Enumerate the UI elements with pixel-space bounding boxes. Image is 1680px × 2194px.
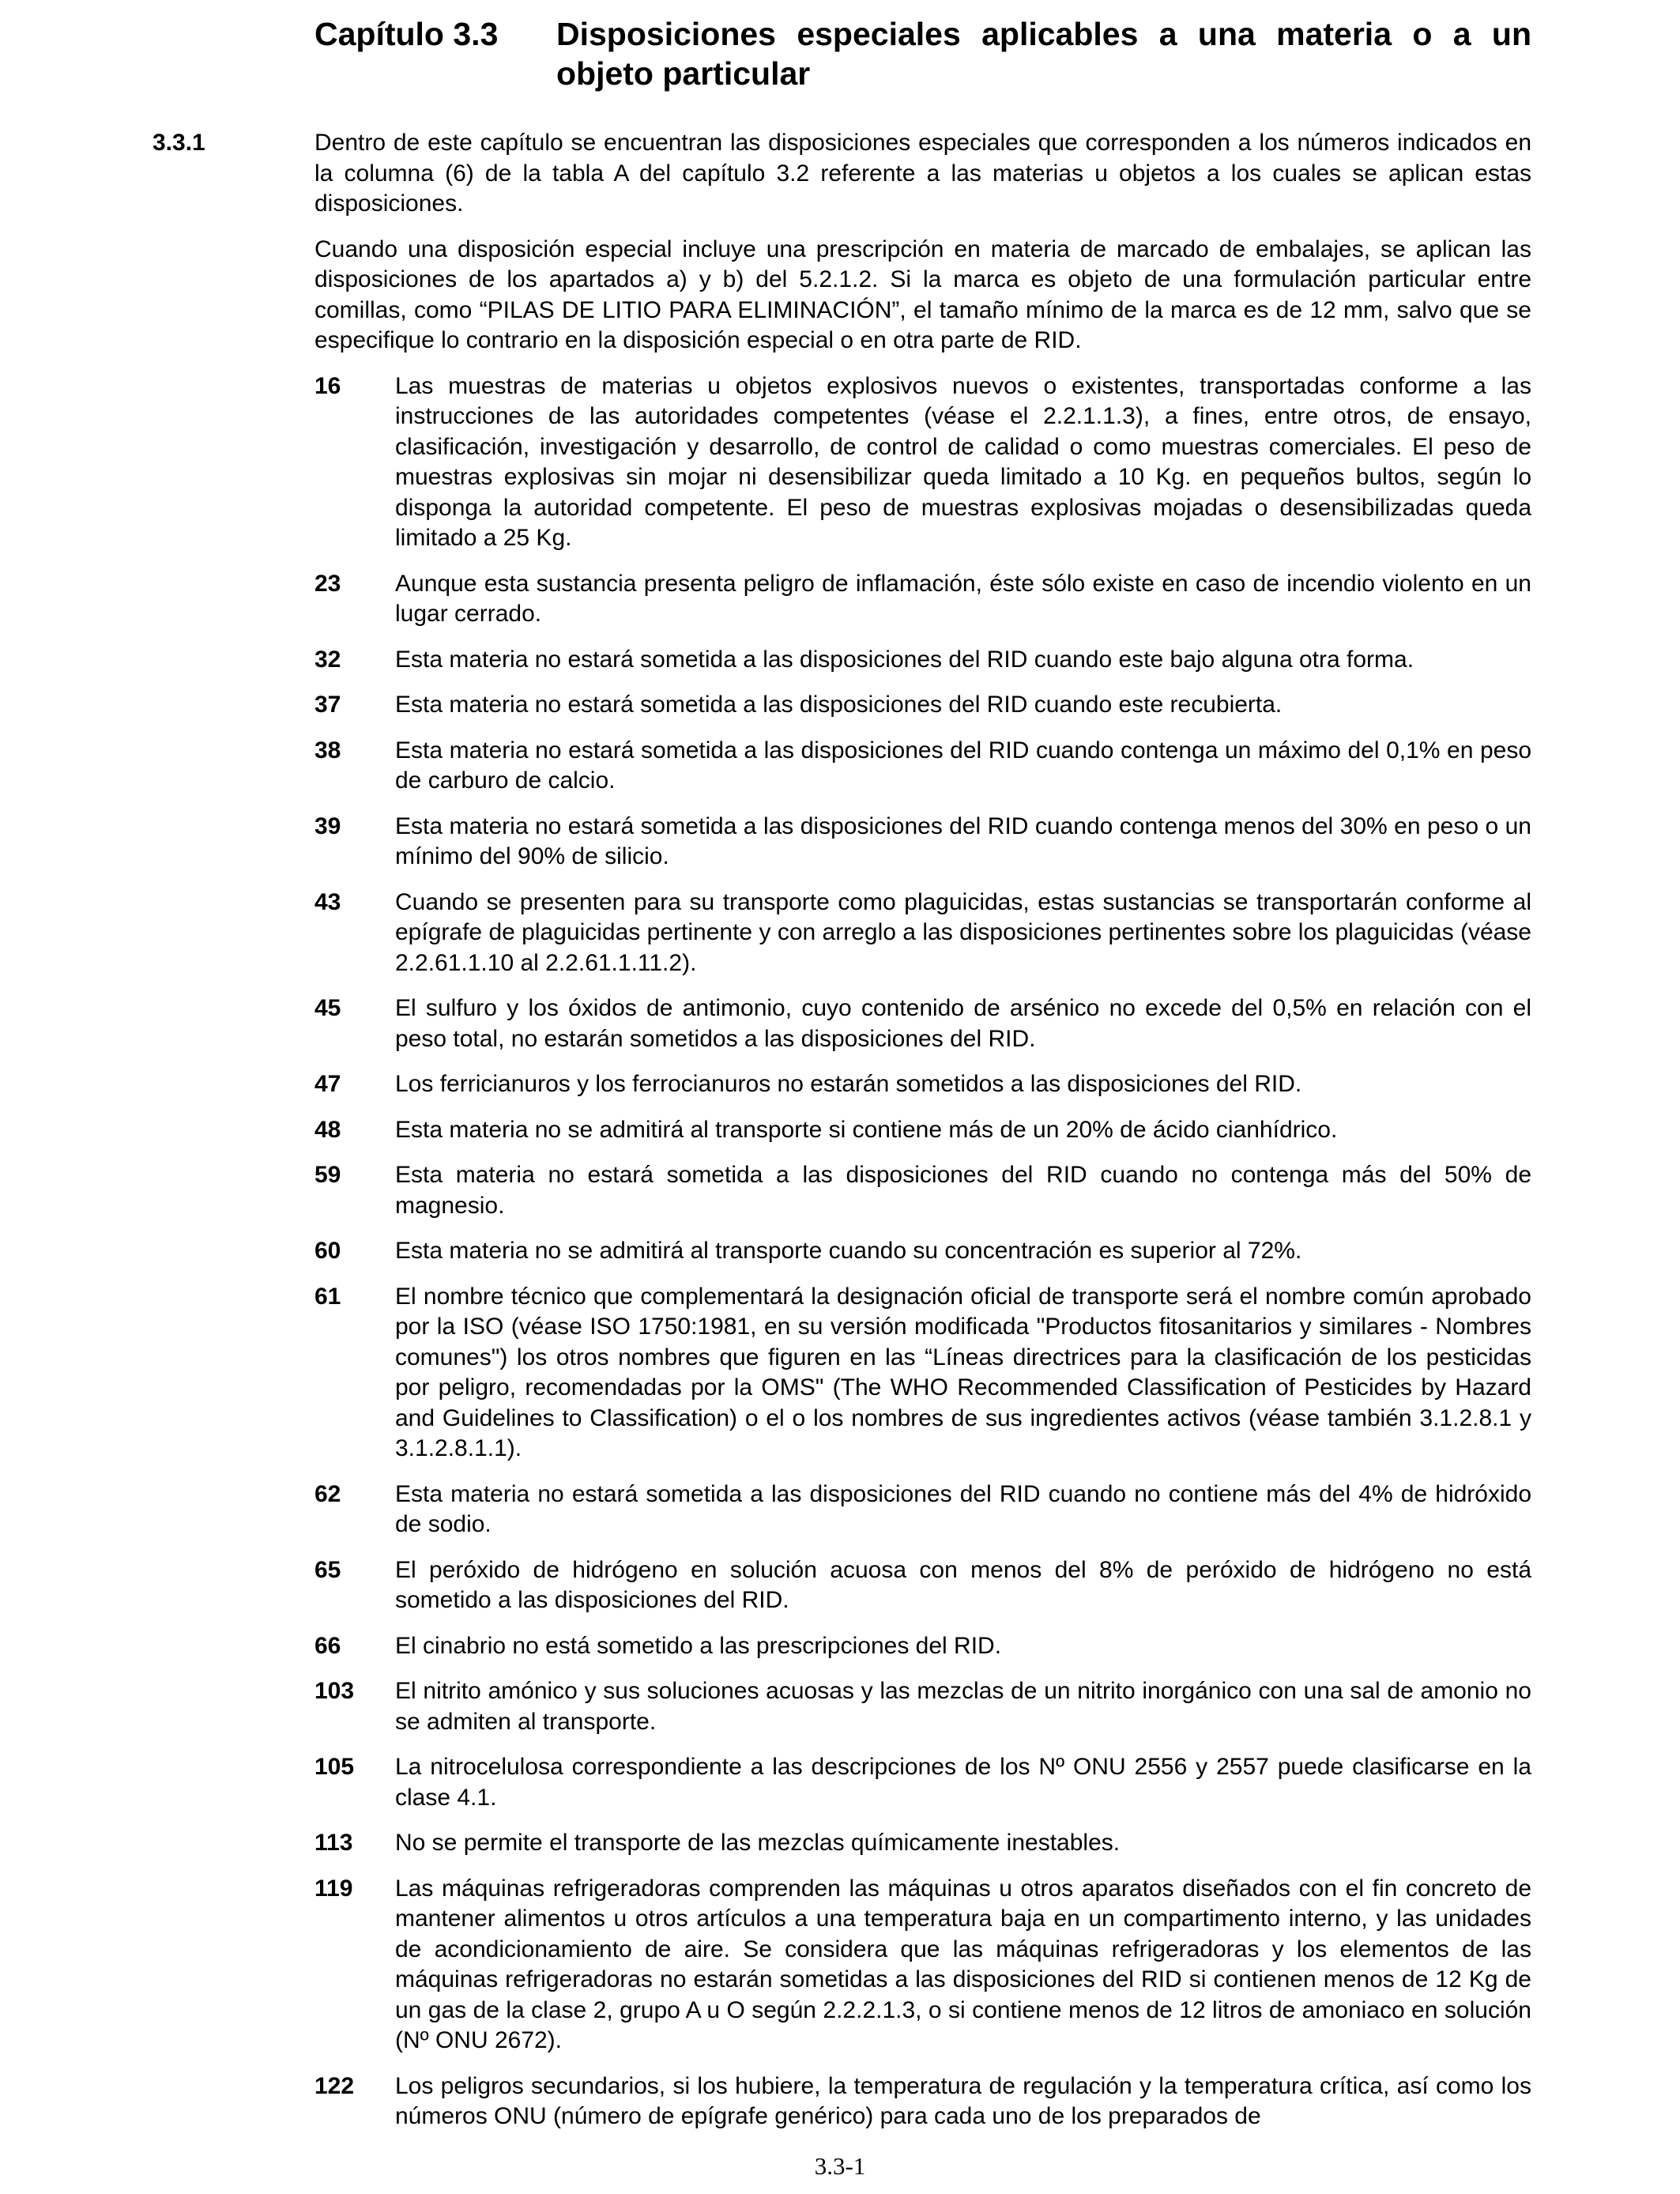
provision-item	[315, 736, 1531, 797]
provision-number: 37	[315, 692, 341, 718]
section-body	[315, 128, 1531, 2147]
provision-number: 65	[315, 1556, 341, 1583]
provision-item	[315, 888, 1531, 979]
provision-text: Los ferricianuros y los ferrocianuros no estarán sometidos a las disposiciones del RID.	[395, 1071, 1302, 1097]
provision-number: 103	[315, 1678, 355, 1704]
provision-text: Esta materia no estará sometida a las disposiciones del RID cuando no contenga más del 50% de magnesio.	[395, 1162, 1531, 1219]
provision-number: 105	[315, 1754, 355, 1780]
provision-number: 43	[315, 888, 341, 915]
provision-number: 16	[315, 372, 341, 399]
provision-number: 61	[315, 1283, 341, 1310]
intro-paragraph: Dentro de este capítulo se encuentran las disposiciones especiales que corresponden a los números indicados en la columna (6) de la tabla A del capítulo 3.2 referente a las materias u objetos a los cuales se aplican estas disposiciones.	[315, 130, 1531, 217]
provision-item	[315, 690, 1531, 721]
provision-text: Aunque esta sustancia presenta peligro de inflamación, éste sólo existe en caso de incendio violento en un lugar cerrado.	[395, 570, 1531, 627]
provision-text: Esta materia no se admitirá al transporte si contiene más de un 20% de ácido cianhídrico.	[395, 1116, 1338, 1143]
provision-item	[315, 1236, 1531, 1267]
provision-item	[315, 1676, 1531, 1737]
provision-text: Esta materia no estará sometida a las disposiciones del RID cuando este bajo alguna otra forma.	[395, 646, 1414, 673]
provision-item	[315, 1282, 1531, 1465]
section-number: 3.3.1	[153, 130, 205, 156]
provision-item	[315, 1752, 1531, 1813]
provision-number: 60	[315, 1238, 341, 1264]
provision-item	[315, 1115, 1531, 1146]
provision-text: El nombre técnico que complementará la designación oficial de transporte será el nombre común aprobado por la ISO (véase ISO 1750:1981, en su versión modificada "Productos fitosanitarios y similares - Nombres comunes") los otros nombres que figuren en las “Líneas directrices para la clasificación de los pesticidas por peligro, recomendadas por la OMS" (The WHO Recommended Classification of Pesticides by Hazard and Guidelines to Classification) o el o los nombres de sus ingredientes activos (véase también 3.1.2.8.1 y 3.1.2.8.1.1).	[395, 1283, 1531, 1461]
provision-item	[315, 812, 1531, 873]
provision-item	[315, 993, 1531, 1054]
provision-text: El sulfuro y los óxidos de antimonio, cuyo contenido de arsénico no excede del 0,5% en relación con el peso total, no estarán sometidos a las disposiciones del RID.	[395, 995, 1531, 1052]
provision-number: 119	[315, 1875, 353, 1902]
provision-number: 32	[315, 646, 341, 673]
provision-text: Los peligros secundarios, si los hubiere, la temperatura de regulación y la temperatura crítica, así como los números ONU (número de epígrafe genérico) para cada uno de los preparados de	[395, 2072, 1531, 2129]
marking-paragraph: Cuando una disposición especial incluye una prescripción en materia de marcado de embalajes, se aplican las disposiciones de los apartados a) y b) del 5.2.1.2. Si la marca es objeto de una formulación particular entre comillas, como “PILAS DE LITIO PARA ELIMINACIÓN”, el tamaño mínimo de la marca es de 12 mm, salvo que se especifique lo contrario en la disposición especial o en otra parte de RID.	[315, 236, 1531, 353]
provision-text: Las muestras de materias u objetos explosivos nuevos o existentes, transportadas conforme a las instrucciones de las autoridades competentes (véase el 2.2.1.1.3), a fines, entre otros, de ensayo, clasificación, investigación y desarrollo, de control de calidad o como muestras comerciales. El peso de muestras explosivas sin mojar ni desensibilizar queda limitado a 10 Kg. en pequeños bultos, según lo disponga la autoridad competente. El peso de muestras explosivas mojadas o desensibilizadas queda limitado a 25 Kg.	[395, 372, 1531, 551]
provision-number: 62	[315, 1480, 341, 1507]
provision-text: Esta materia no se admitirá al transporte cuando su concentración es superior al 72%.	[395, 1238, 1302, 1264]
provision-text: Esta materia no estará sometida a las disposiciones del RID cuando este recubierta.	[395, 692, 1283, 718]
provision-number: 38	[315, 737, 341, 763]
provision-number: 47	[315, 1071, 341, 1097]
provision-item	[315, 371, 1531, 554]
provision-text: Esta materia no estará sometida a las disposiciones del RID cuando contenga menos del 30% en peso o un mínimo del 90% de silicio.	[395, 812, 1531, 869]
chapter-label: Capítulo 3.3	[315, 16, 499, 52]
provision-number: 66	[315, 1632, 341, 1659]
provision-number: 122	[315, 2072, 355, 2099]
provision-item	[315, 1631, 1531, 1662]
provision-text: Cuando se presenten para su transporte como plaguicidas, estas sustancias se transportarán conforme al epígrafe de plaguicidas pertinente y con arreglo a las disposiciones pertinentes sobre los plaguicidas (véase 2.2.61.1.10 al 2.2.61.1.11.2).	[395, 888, 1531, 976]
provision-text: Esta materia no estará sometida a las disposiciones del RID cuando no contiene más del 4% de hidróxido de sodio.	[395, 1480, 1531, 1537]
provision-item	[315, 1874, 1531, 2056]
provision-text: El peróxido de hidrógeno en solución acuosa con menos del 8% de peróxido de hidrógeno no está sometido a las disposiciones del RID.	[395, 1556, 1531, 1613]
provision-number: 48	[315, 1116, 341, 1143]
provision-item	[315, 1555, 1531, 1616]
chapter-title: Disposiciones especiales aplicables a una materia o a un objeto particular	[556, 16, 1531, 92]
provision-text: La nitrocelulosa correspondiente a las descripciones de los Nº ONU 2556 y 2557 puede clasificarse en la clase 4.1.	[395, 1754, 1531, 1811]
provision-item	[315, 2071, 1531, 2132]
provision-text: El cinabrio no está sometido a las prescripciones del RID.	[395, 1632, 1002, 1659]
provision-item	[315, 1069, 1531, 1100]
provision-item	[315, 1480, 1531, 1540]
provision-number: 113	[315, 1830, 353, 1856]
provision-item	[315, 1828, 1531, 1859]
provision-number: 23	[315, 570, 341, 597]
provision-text: Esta materia no estará sometida a las disposiciones del RID cuando contenga un máximo del 0,1% en peso de carburo de calcio.	[395, 737, 1531, 794]
page-number: 3.3-1	[814, 2152, 866, 2180]
provision-number: 45	[315, 995, 341, 1021]
provision-text: No se permite el transporte de las mezclas químicamente inestables.	[395, 1830, 1121, 1856]
provision-number: 39	[315, 812, 341, 839]
provision-item	[315, 569, 1531, 630]
special-provisions-list	[315, 371, 1531, 2132]
provision-number: 59	[315, 1162, 341, 1188]
provision-text: Las máquinas refrigeradoras comprenden las máquinas u otros aparatos diseñados con el fin concreto de mantener alimentos u otros artículos a una temperatura baja en un compartimento interno, y las unidades de acondicionamiento de aire. Se considera que las máquinas refrigeradoras y los elementos de las máquinas refrigeradoras no estarán sometidas a las disposiciones del RID si contienen menos de 12 Kg de un gas de la clase 2, grupo A u O según 2.2.2.1.3, o si contiene menos de 12 litros de amoniaco en solución (Nº ONU 2672).	[395, 1875, 1531, 2053]
provision-item	[315, 1160, 1531, 1221]
provision-text: El nitrito amónico y sus soluciones acuosas y las mezclas de un nitrito inorgánico con una sal de amonio no se admiten al transporte.	[395, 1678, 1531, 1735]
provision-item	[315, 645, 1531, 676]
